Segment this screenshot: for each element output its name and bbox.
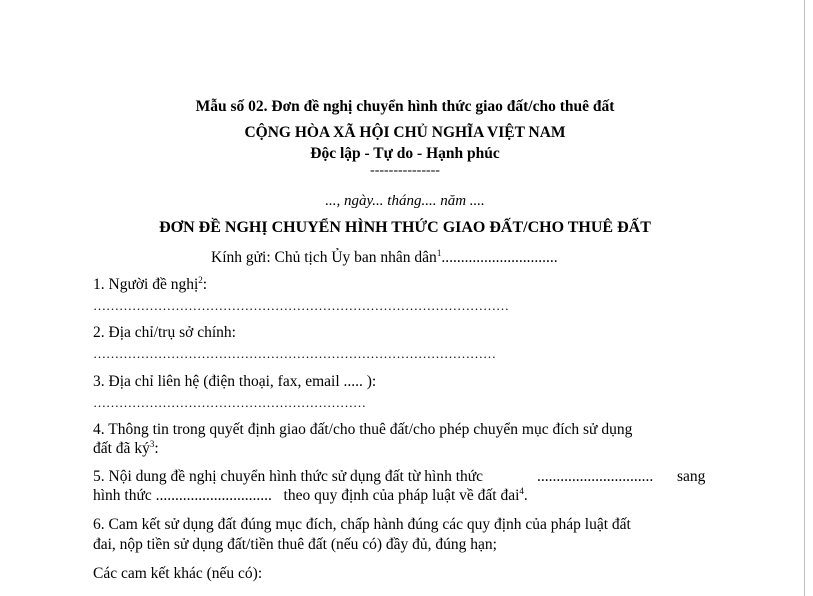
item-4-line-1: 4. Thông tin trong quyết định giao đất/cho thuê đất/cho phép chuyển mục đích sử dụng bbox=[93, 421, 633, 438]
footnote-marker: 3 bbox=[149, 438, 155, 449]
recipient-line bbox=[211, 249, 558, 267]
item-1-dots: …………………………………………………………………………………… bbox=[93, 298, 509, 313]
motto-rule: --------------- bbox=[370, 163, 440, 178]
footnote-marker: 1 bbox=[436, 247, 442, 258]
item-5-blank-2: .............................. bbox=[155, 487, 272, 504]
recipient-blank: .............................. bbox=[441, 249, 558, 266]
document-title: ĐƠN ĐỀ NGHỊ CHUYỂN HÌNH THỨC GIAO ĐẤT/CHO THUÊ ĐẤT bbox=[159, 219, 651, 236]
item-3-dots: ……………………………………………………… bbox=[93, 395, 366, 410]
item-6-line-2: đai, nộp tiền sử dụng đất/tiền thuê đất (nếu có) đầy đủ, đúng hạn; bbox=[93, 536, 497, 553]
footnote-marker: 2 bbox=[198, 274, 203, 285]
item-5-blank-1: .............................. bbox=[537, 468, 654, 485]
recipient-label: Kính gửi: Chủ tịch Ủy ban nhân dân bbox=[211, 249, 437, 266]
item-2-label: 2. Địa chỉ/trụ sở chính: bbox=[93, 324, 236, 341]
country-name: CỘNG HÒA XÃ HỘI CHỦ NGHĨA VIỆT NAM bbox=[244, 124, 566, 141]
item-2-dots: ………………………………………………………………………………… bbox=[93, 346, 496, 361]
item-5-line-2: hình thức .............................. theo quy định của pháp luật về đất đai$^4$. bbox=[93, 485, 528, 504]
item-1-label: 1. Người đề nghị$^2$: bbox=[93, 274, 208, 293]
item-5-line-1: 5. Nội dung đề nghị chuyển hình thức sử dụng đất từ hình thức .............................. sang bbox=[93, 468, 706, 485]
national-motto: Độc lập - Tự do - Hạnh phúc bbox=[310, 145, 500, 162]
item-4-line-2: đất đã $ký^3$: bbox=[93, 438, 159, 457]
footnote-marker: 4 bbox=[519, 485, 524, 496]
item-3-label: 3. Địa chỉ liên hệ (điện thoại, fax, email ..... ): bbox=[93, 373, 377, 390]
date-line: ..., ngày... tháng.... năm .... bbox=[325, 193, 485, 209]
other-commitments-label: Các cam kết khác (nếu có): bbox=[93, 565, 263, 582]
item-6-line-1: 6. Cam kết sử dụng đất đúng mục đích, chấp hành đúng các quy định của pháp luật đất bbox=[93, 516, 631, 533]
form-label: Mẫu số 02. Đơn đề nghị chuyển hình thức giao đất/cho thuê đất bbox=[195, 98, 615, 115]
